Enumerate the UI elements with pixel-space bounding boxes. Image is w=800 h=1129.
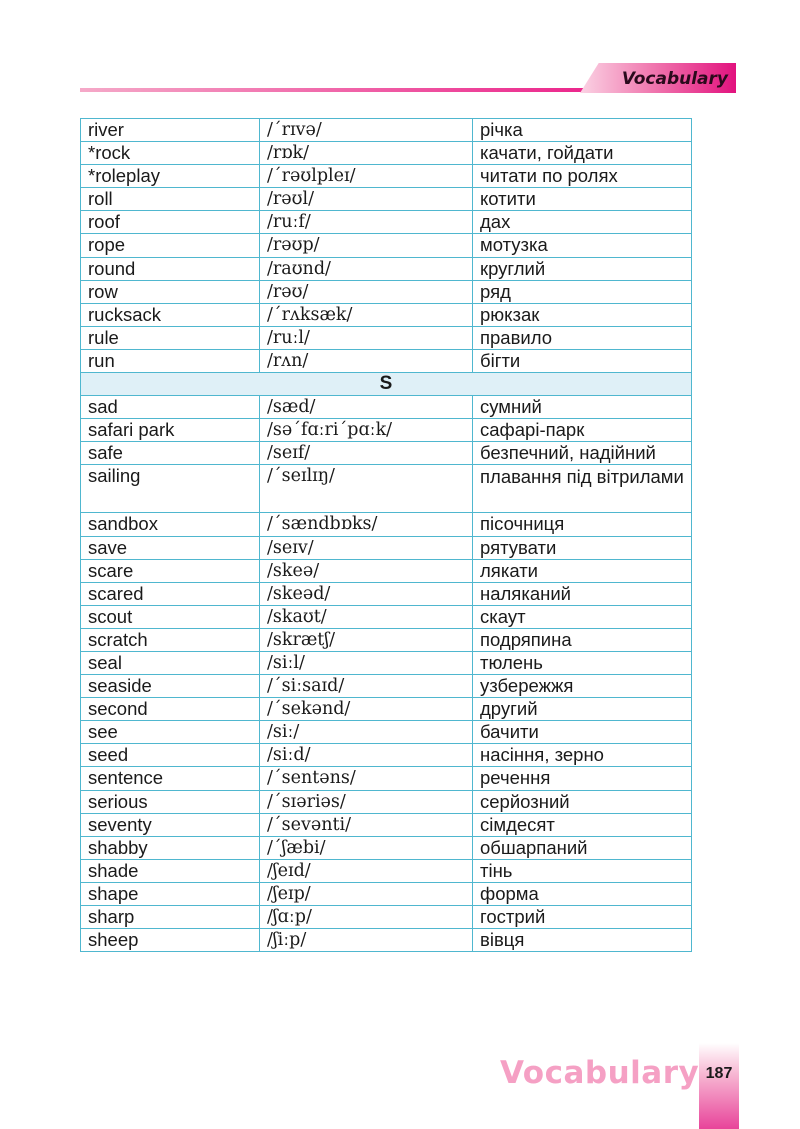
table-row [81,882,692,905]
transcription-cell: /ʃeɪd/ [260,859,473,882]
table-row [81,859,692,882]
transcription-cell: /ˊsevənti/ [260,813,473,836]
translation-cell: вівця [473,929,692,952]
word-cell: rule [81,326,260,349]
table-row [81,349,692,372]
transcription-cell: /ˊrʌksæk/ [260,303,473,326]
table-row [81,419,692,442]
translation-cell: тюлень [473,651,692,674]
translation-cell: форма [473,882,692,905]
transcription-cell: /siːd/ [260,744,473,767]
table-row [81,790,692,813]
table-row [81,188,692,211]
word-cell: sheep [81,929,260,952]
word-cell: *roleplay [81,165,260,188]
word-cell: seventy [81,813,260,836]
transcription-cell: /rəʊ/ [260,280,473,303]
table-row [81,698,692,721]
transcription-cell: /ruːl/ [260,326,473,349]
table-row [81,536,692,559]
translation-cell: читати по ролях [473,165,692,188]
table-row [81,442,692,465]
word-cell: round [81,257,260,280]
word-cell: shabby [81,836,260,859]
translation-cell: речення [473,767,692,790]
vocabulary-table-body [81,119,692,952]
transcription-cell: /sæd/ [260,396,473,419]
word-cell: sad [81,396,260,419]
table-row [81,280,692,303]
word-cell: safe [81,442,260,465]
translation-cell: мотузка [473,234,692,257]
translation-cell: рюкзак [473,303,692,326]
transcription-cell: /seɪv/ [260,536,473,559]
table-row [81,836,692,859]
table-row [81,513,692,536]
word-cell: rope [81,234,260,257]
table-row [81,165,692,188]
table-row [81,929,692,952]
word-cell: shade [81,859,260,882]
translation-cell: скаут [473,605,692,628]
vocabulary-table [80,118,692,952]
table-row [81,813,692,836]
transcription-cell: /səˊfɑːriˊpɑːk/ [260,419,473,442]
word-cell: scared [81,582,260,605]
transcription-cell: /seɪf/ [260,442,473,465]
word-cell: rucksack [81,303,260,326]
word-cell: roof [81,211,260,234]
word-cell: run [81,349,260,372]
section-letter: S [81,373,692,396]
word-cell: scare [81,559,260,582]
table-row [81,303,692,326]
section-header-row [81,373,692,396]
translation-cell: ряд [473,280,692,303]
table-row [81,744,692,767]
transcription-cell: /ˊrəʊlpleɪ/ [260,165,473,188]
translation-cell: качати, гойдати [473,142,692,165]
table-row [81,326,692,349]
word-cell: row [81,280,260,303]
translation-cell: гострий [473,906,692,929]
transcription-cell: /raʊnd/ [260,257,473,280]
table-row [81,257,692,280]
translation-cell: сімдесят [473,813,692,836]
transcription-cell: /ʃeɪp/ [260,882,473,905]
table-row [81,465,692,513]
translation-cell: безпечний, надійний [473,442,692,465]
word-cell: seal [81,651,260,674]
table-row [81,721,692,744]
translation-cell: наляканий [473,582,692,605]
translation-cell: плавання під вітрилами [473,465,692,513]
table-row [81,605,692,628]
transcription-cell: /siː/ [260,721,473,744]
word-cell: seed [81,744,260,767]
transcription-cell: /ˊsekənd/ [260,698,473,721]
translation-cell: річка [473,119,692,142]
table-row [81,906,692,929]
table-row [81,675,692,698]
transcription-cell: /rəʊp/ [260,234,473,257]
table-row [81,767,692,790]
translation-cell: узбережжя [473,675,692,698]
translation-cell: котити [473,188,692,211]
word-cell: *rock [81,142,260,165]
word-cell: sailing [81,465,260,513]
translation-cell: круглий [473,257,692,280]
transcription-cell: /ˊseɪlɪŋ/ [260,465,473,513]
translation-cell: бачити [473,721,692,744]
word-cell: scout [81,605,260,628]
word-cell: serious [81,790,260,813]
page-number: 187 [705,1065,733,1082]
table-row [81,119,692,142]
footer-label: Vocabulary [500,1055,700,1091]
word-cell: sharp [81,906,260,929]
translation-cell: сафарі-парк [473,419,692,442]
translation-cell: насіння, зерно [473,744,692,767]
transcription-cell: /ˊrɪvə/ [260,119,473,142]
translation-cell: правило [473,326,692,349]
translation-cell: другий [473,698,692,721]
translation-cell: подряпина [473,628,692,651]
transcription-cell: /rəʊl/ [260,188,473,211]
word-cell: second [81,698,260,721]
word-cell: seaside [81,675,260,698]
transcription-cell: /ˊsentəns/ [260,767,473,790]
translation-cell: тінь [473,859,692,882]
translation-cell: рятувати [473,536,692,559]
transcription-cell: /skeəd/ [260,582,473,605]
table-row [81,651,692,674]
translation-cell: сумний [473,396,692,419]
table-row [81,234,692,257]
transcription-cell: /rʌn/ [260,349,473,372]
translation-cell: дах [473,211,692,234]
transcription-cell: /ʃɑːp/ [260,906,473,929]
word-cell: save [81,536,260,559]
transcription-cell: /skrætʃ/ [260,628,473,651]
word-cell: river [81,119,260,142]
header-title: Vocabulary [621,69,728,89]
translation-cell: лякати [473,559,692,582]
word-cell: see [81,721,260,744]
word-cell: scratch [81,628,260,651]
transcription-cell: /ʃiːp/ [260,929,473,952]
word-cell: shape [81,882,260,905]
transcription-cell: /skeə/ [260,559,473,582]
table-row [81,582,692,605]
translation-cell: бігти [473,349,692,372]
transcription-cell: /ˊsændbɒks/ [260,513,473,536]
transcription-cell: /ruːf/ [260,211,473,234]
table-row [81,559,692,582]
transcription-cell: /ˊsɪəriəs/ [260,790,473,813]
translation-cell: обшарпаний [473,836,692,859]
transcription-cell: /siːl/ [260,651,473,674]
word-cell: roll [81,188,260,211]
table-row [81,396,692,419]
table-row [81,211,692,234]
footer-page-tab [699,1043,739,1129]
transcription-cell: /skaʊt/ [260,605,473,628]
transcription-cell: /rɒk/ [260,142,473,165]
transcription-cell: /ˊsiːsaɪd/ [260,675,473,698]
translation-cell: пісочниця [473,513,692,536]
word-cell: sandbox [81,513,260,536]
word-cell: sentence [81,767,260,790]
word-cell: safari park [81,419,260,442]
table-row [81,142,692,165]
translation-cell: серйозний [473,790,692,813]
transcription-cell: /ˊʃæbi/ [260,836,473,859]
table-row [81,628,692,651]
